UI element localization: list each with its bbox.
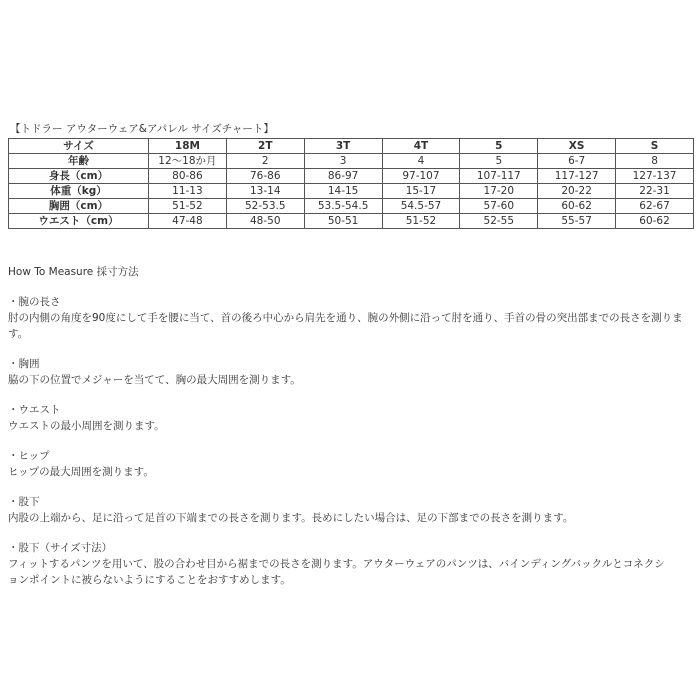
- table-cell: 54.5-57: [382, 199, 460, 214]
- section-title: ・腕の長さ: [8, 296, 61, 308]
- section-title: ・ウエスト: [8, 404, 61, 416]
- table-cell: 22-31: [616, 184, 694, 199]
- row-label: ウエスト（cm）: [9, 214, 149, 229]
- table-cell: 17-20: [460, 184, 538, 199]
- section-hip: [8, 448, 694, 480]
- header-cell: 2T: [226, 139, 304, 154]
- table-cell: 51-52: [149, 199, 227, 214]
- table-cell: 51-52: [382, 214, 460, 229]
- table-cell: 13-14: [226, 184, 304, 199]
- section-text: ヒップの最大周囲を測ります。: [8, 466, 154, 478]
- section-title: ・胸囲: [8, 358, 40, 370]
- size-table: [8, 138, 694, 229]
- table-cell: 12〜18か月: [149, 154, 227, 169]
- table-cell: 60-62: [538, 199, 616, 214]
- section-inseam-size: [8, 540, 694, 588]
- table-cell: 4: [382, 154, 460, 169]
- section-text: す。: [8, 328, 29, 340]
- table-cell: 5: [460, 154, 538, 169]
- measure-title: How To Measure 採寸方法: [8, 266, 139, 278]
- row-label: 年齢: [9, 154, 149, 169]
- section-text: 内股の上端から、足に沿って足首の下端までの長さを測ります。長めにしたい場合は、足の下部までの長さを測ります。: [8, 512, 574, 524]
- row-label: 体重（kg）: [9, 184, 149, 199]
- table-cell: 50-51: [304, 214, 382, 229]
- section-arm-length: [8, 294, 694, 342]
- header-cell: 5: [460, 139, 538, 154]
- header-cell: S: [616, 139, 694, 154]
- section-inseam: [8, 494, 694, 526]
- table-row: [9, 199, 694, 214]
- table-cell: 60-62: [616, 214, 694, 229]
- table-row: [9, 214, 694, 229]
- table-row: [9, 169, 694, 184]
- header-cell: 18M: [149, 139, 227, 154]
- table-header-row: [9, 139, 694, 154]
- table-cell: 20-22: [538, 184, 616, 199]
- table-cell: 48-50: [226, 214, 304, 229]
- section-title: ・股下: [8, 496, 40, 508]
- table-row: [9, 154, 694, 169]
- row-label: 胸囲（cm）: [9, 199, 149, 214]
- section-title: ・股下（サイズ寸法）: [8, 542, 113, 554]
- table-cell: 15-17: [382, 184, 460, 199]
- table-cell: 117-127: [538, 169, 616, 184]
- table-cell: 86-97: [304, 169, 382, 184]
- header-cell: 4T: [382, 139, 460, 154]
- table-cell: 62-67: [616, 199, 694, 214]
- row-label: 身長（cm）: [9, 169, 149, 184]
- section-text: ョンポイントに被らないようにすることをおすすめします。: [8, 574, 291, 586]
- section-text: フィットするパンツを用いて、股の合わせ目から裾までの長さを測ります。アウターウェアのパンツは、バインディングバックルとコネクシ: [8, 558, 665, 570]
- section-text: ウエストの最小周囲を測ります。: [8, 420, 165, 432]
- table-cell: 11-13: [149, 184, 227, 199]
- table-cell: 6-7: [538, 154, 616, 169]
- size-chart-caption: 【トドラー アウターウェア&アパレル サイズチャート】: [10, 123, 274, 135]
- table-cell: 2: [226, 154, 304, 169]
- section-waist: [8, 402, 694, 434]
- section-text: 肘の内側の角度を90度にして手を腰に当て、首の後ろ中心から肩先を通り、腕の外側に沿って肘を通り、手首の骨の突出部までの長さを測りま: [8, 312, 683, 324]
- header-cell: 3T: [304, 139, 382, 154]
- table-cell: 107-117: [460, 169, 538, 184]
- header-cell: XS: [538, 139, 616, 154]
- table-cell: 80-86: [149, 169, 227, 184]
- table-cell: 127-137: [616, 169, 694, 184]
- table-cell: 14-15: [304, 184, 382, 199]
- table-cell: 52-53.5: [226, 199, 304, 214]
- table-cell: 55-57: [538, 214, 616, 229]
- table-cell: 8: [616, 154, 694, 169]
- section-chest: [8, 356, 694, 388]
- table-cell: 47-48: [149, 214, 227, 229]
- table-cell: 76-86: [226, 169, 304, 184]
- table-cell: 97-107: [382, 169, 460, 184]
- table-cell: 52-55: [460, 214, 538, 229]
- table-cell: 3: [304, 154, 382, 169]
- table-cell: 57-60: [460, 199, 538, 214]
- section-text: 脇の下の位置でメジャーを当てて、胸の最大周囲を測ります。: [8, 374, 301, 386]
- header-cell: サイズ: [9, 139, 149, 154]
- size-chart: [8, 122, 694, 229]
- section-title: ・ヒップ: [8, 450, 50, 462]
- table-row: [9, 184, 694, 199]
- table-cell: 53.5-54.5: [304, 199, 382, 214]
